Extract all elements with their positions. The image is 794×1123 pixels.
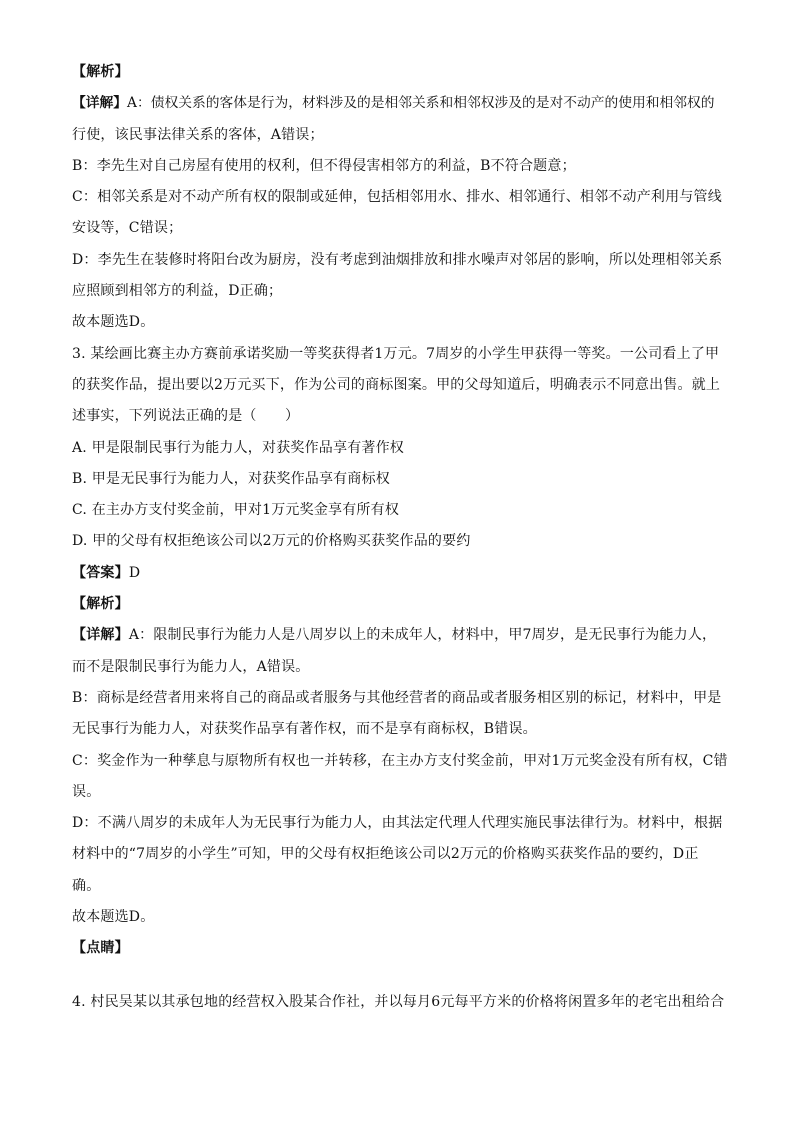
paragraph-line <box>72 625 732 645</box>
document-content <box>72 62 732 1023</box>
section-gap <box>72 970 732 992</box>
option-b: B. 甲是无民事行为能力人，对获奖作品享有商标权 <box>72 470 390 487</box>
analysis-text: 而不是限制民事行为能力人，A错误。 <box>72 658 310 675</box>
analysis-text: 材料中的“7周岁的小学生”可知，甲的父母有权拒绝该公司以2万元的价格购买获奖作品的要约，D正 <box>72 846 699 863</box>
analysis-text: 误。 <box>72 783 101 800</box>
answer-line <box>72 563 732 583</box>
analysis-tag: 【解析】 <box>72 596 129 613</box>
analysis-text: 应照顾到相邻方的利益，D正确； <box>72 283 283 300</box>
option-a: A. 甲是限制民事行为能力人，对获奖作品享有著作权 <box>72 439 405 456</box>
question-stem: 4. 村民吴某以其承包地的经营权入股某合作社，并以每月6元每平方米的价格将闲置多年的老宅出租给合 <box>72 993 725 1010</box>
analysis-text: 确。 <box>72 877 101 894</box>
analysis-text: 无民事行为能力人，对获奖作品享有著作权，而不是享有商标权，B错误。 <box>72 721 537 738</box>
conclusion-text: 故本题选D。 <box>72 909 155 926</box>
paragraph-line <box>72 93 732 113</box>
analysis-text: 行使，该民事法律关系的客体，A错误； <box>72 126 324 143</box>
analysis-tag: 【解析】 <box>72 64 129 80</box>
analysis-text: B：李先生对自己房屋有使用的权利，但不得侵害相邻方的利益，B不符合题意； <box>72 157 576 174</box>
question-stem: 3. 某绘画比赛主办方赛前承诺奖励一等奖获得者1万元。7周岁的小学生甲获得一等奖。一公司看上了甲 <box>72 345 720 362</box>
analysis-text: A：限制民事行为能力人是八周岁以上的未成年人，材料中，甲7周岁，是无民事行为能力人， <box>128 627 717 644</box>
analysis-text: D：不满八周岁的未成年人为无民事行为能力人，由其法定代理人代理实施民事法律行为。材料中，根据 <box>72 815 723 832</box>
conclusion-text: 故本题选D。 <box>72 314 155 331</box>
option-d: D. 甲的父母有权拒绝该公司以2万元的价格购买获奖作品的要约 <box>72 533 471 550</box>
question-stem: 述事实，下列说法正确的是（ ） <box>72 408 300 425</box>
analysis-text: B：商标是经营者用来将自己的商品或者服务与其他经营者的商品或者服务相区别的标记，材料中，甲是 <box>72 689 722 706</box>
comment-tag: 【点睛】 <box>72 940 129 957</box>
answer-tag: 【答案】 <box>72 564 129 581</box>
detail-tag: 【详解】 <box>72 627 129 644</box>
detail-tag: 【详解】 <box>72 95 128 112</box>
analysis-text: C：奖金作为一种孳息与原物所有权也一并转移，在主办方支付奖金前，甲对1万元奖金没有所有权，C错 <box>72 752 728 769</box>
analysis-text: C：相邻关系是对不动产所有权的限制或延伸，包括相邻用水、排水、相邻通行、相邻不动产利用与管线 <box>72 189 722 206</box>
analysis-text: D：李先生在装修时将阳台改为厨房，没有考虑到油烟排放和排水噪声对邻居的影响，所以处理相邻关系 <box>72 251 723 268</box>
question-stem: 的获奖作品，提出要以2万元买下，作为公司的商标图案。甲的父母知道后，明确表示不同意出售。就上 <box>72 376 721 393</box>
analysis-text: A：债权关系的客体是行为，材料涉及的是相邻关系和相邻权涉及的是对不动产的使用和相邻权的 <box>127 95 715 112</box>
analysis-text: 安设等，C错误； <box>72 220 183 237</box>
option-c: C. 在主办方支付奖金前，甲对1万元奖金享有所有权 <box>72 502 400 519</box>
answer-value: D <box>128 564 141 581</box>
